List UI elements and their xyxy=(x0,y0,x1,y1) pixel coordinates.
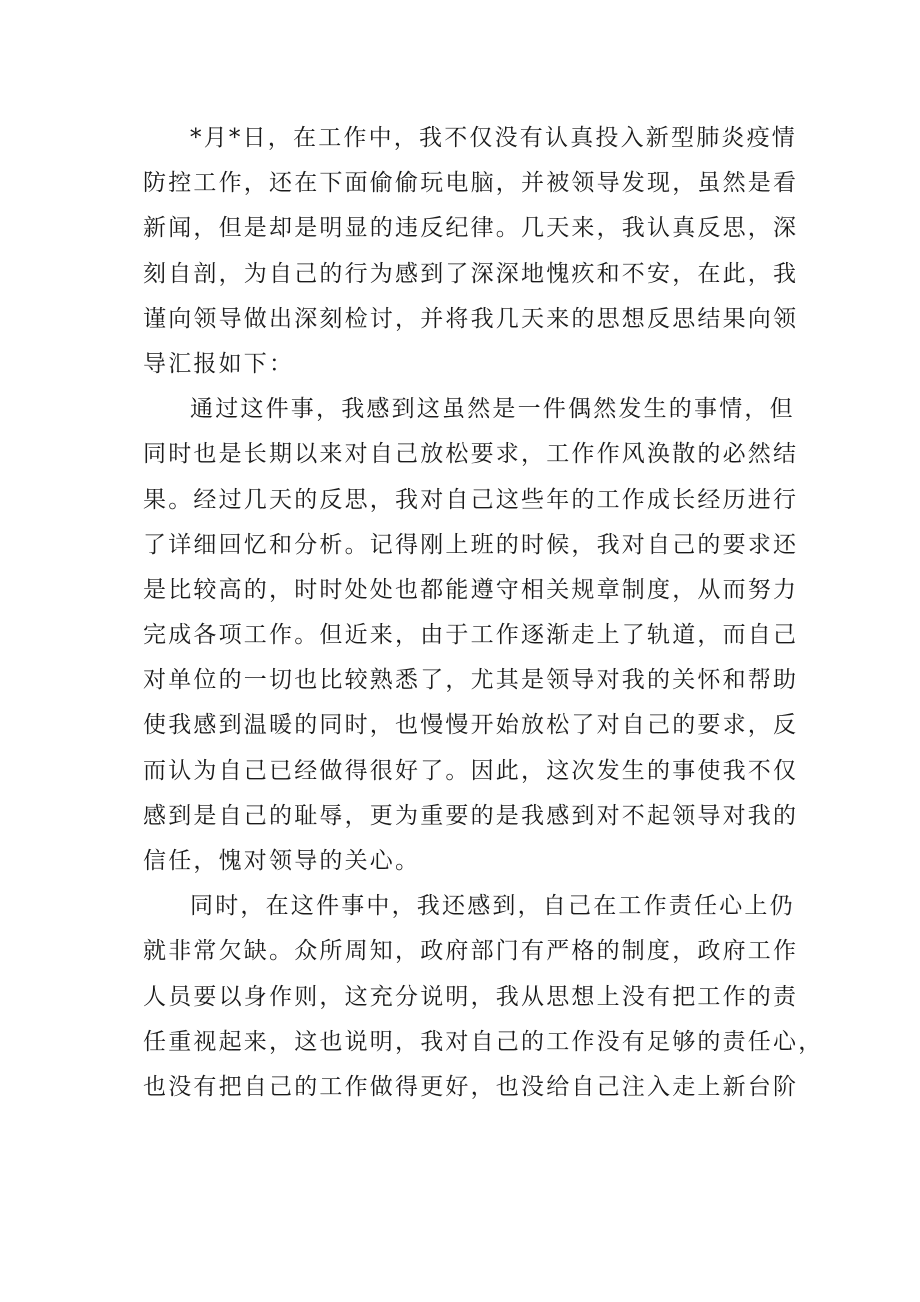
text-line: 了详细回忆和分析。记得刚上班的时候，我对自己的要求还 xyxy=(143,531,799,558)
text-line: 是比较高的，时时处处也都能遵守相关规章制度，从而努力 xyxy=(143,576,799,603)
text-line: 也没有把自己的工作做得更好，也没给自己注入走上新台阶 xyxy=(143,1073,799,1100)
text-line: 感到是自己的耻辱，更为重要的是我感到对不起领导对我的 xyxy=(143,802,799,829)
text-line: *月*日，在工作中，我不仅没有认真投入新型肺炎疫情 xyxy=(190,125,797,151)
text-line: 同时也是长期以来对自己放松要求，工作作风涣散的必然结 xyxy=(143,441,799,468)
paragraph-2 xyxy=(143,387,799,884)
text-line: 刻自剖，为自己的行为感到了深深地愧疚和不安，在此，我 xyxy=(143,260,799,287)
text-line: 而认为自己已经做得很好了。因此，这次发生的事使我不仅 xyxy=(143,757,799,784)
text-line: 果。经过几天的反思，我对自己这些年的工作成长经历进行 xyxy=(143,486,799,513)
document-body xyxy=(143,116,824,1110)
paragraph-3 xyxy=(143,884,824,1110)
text-line: 同时，在这件事中，我还感到，自己在工作责任心上仍 xyxy=(190,893,795,920)
text-line: 任重视起来，这也说明，我对自己的工作没有足够的责任心， xyxy=(143,1028,824,1055)
text-line: 谨向领导做出深刻检讨，并将我几天来的思想反思结果向领 xyxy=(143,305,799,332)
text-line: 导汇报如下： xyxy=(143,350,295,377)
text-line: 防控工作，还在下面偷偷玩电脑，并被领导发现，虽然是看 xyxy=(143,170,799,197)
text-line: 对单位的一切也比较熟悉了，尤其是领导对我的关怀和帮助 xyxy=(143,667,799,694)
text-line: 新闻，但是却是明显的违反纪律。几天来，我认真反思，深 xyxy=(143,215,799,242)
text-line: 人员要以身作则，这充分说明，我从思想上没有把工作的责 xyxy=(143,983,799,1010)
text-line: 信任，愧对领导的关心。 xyxy=(143,848,421,874)
text-line: 完成各项工作。但近来，由于工作逐渐走上了轨道，而自己 xyxy=(143,622,799,649)
text-line: 通过这件事，我感到这虽然是一件偶然发生的事情，但 xyxy=(190,396,795,423)
text-line: 使我感到温暖的同时，也慢慢开始放松了对自己的要求，反 xyxy=(143,712,799,739)
paragraph-1 xyxy=(143,116,799,387)
text-line: 就非常欠缺。众所周知，政府部门有严格的制度，政府工作 xyxy=(143,938,799,965)
